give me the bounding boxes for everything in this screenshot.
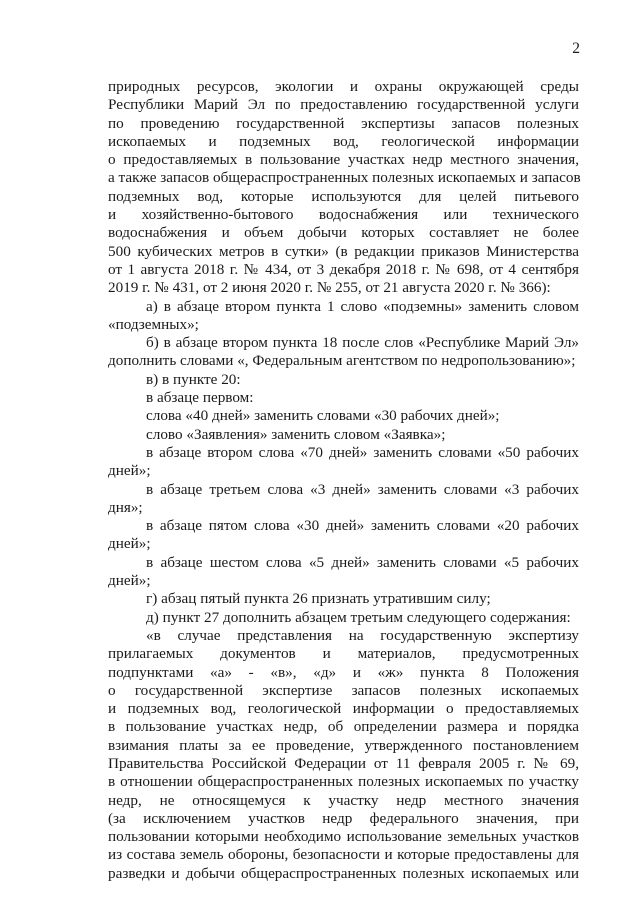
text-line: дней»;	[108, 462, 151, 480]
text-line: в пользование участках недр, об определении размера и порядка	[108, 718, 579, 736]
text-line: д) пункт 27 дополнить абзацем третьим следующего содержания:	[146, 608, 571, 626]
text-line: дополнить словами «, Федеральным агентством по недропользованию»;	[108, 352, 576, 370]
text-line: о предоставляемых в пользование участках недр местного значения,	[108, 151, 579, 169]
text-line: из состава земель обороны, безопасности и которые предоставлены для	[108, 846, 579, 864]
text-line: Республики Марий Эл по предоставлению государственной услуги	[108, 96, 579, 114]
text-line: пользовании которыми необходимо использование земельных участков	[108, 828, 579, 846]
text-line: недр, не относящемуся к участку недр местного значения	[108, 791, 579, 809]
text-line: в абзаце пятом слова «30 дней» заменить словами «20 рабочих	[146, 517, 579, 535]
text-line: слова «40 дней» заменить словами «30 рабочих дней»;	[146, 407, 500, 425]
text-line: дней»;	[108, 535, 151, 553]
text-line: в отношении общераспространенных полезных ископаемых по участку	[108, 773, 579, 791]
text-line: (за исключением участков недр федерального значения, при	[108, 809, 579, 827]
text-line: 500 кубических метров в сутки» (в редакции приказов Министерства	[108, 242, 579, 260]
page-number: 2	[572, 40, 580, 57]
text-line: в абзаце третьем слова «3 дней» заменить словами «3 рабочих	[146, 480, 579, 498]
text-line: Правительства Российской Федерации от 11 февраля 2005 г. № 69,	[108, 754, 579, 772]
text-line: дней»;	[108, 572, 151, 590]
text-line: прилагаемых документов и материалов, предусмотренных	[108, 645, 579, 663]
text-line: о государственной экспертизе запасов полезных ископаемых	[108, 681, 579, 699]
text-line: «подземных»;	[108, 315, 199, 333]
text-line: а также запасов общераспространенных полезных ископаемых и запасов	[108, 169, 581, 187]
text-line: «в случае представления на государственную экспертизу	[146, 626, 579, 644]
text-line: а) в абзаце втором пункта 1 слово «подземны» заменить словом	[146, 297, 579, 315]
text-line: подземных вод, которые используются для целей питьевого	[108, 187, 579, 205]
text-line: дня»;	[108, 498, 143, 516]
document-body	[108, 78, 579, 883]
text-line: и подземных вод, геологической информации о предоставляемых	[108, 700, 579, 718]
text-line: природных ресурсов, экологии и охраны окружающей среды	[108, 78, 579, 95]
text-line: в абзаце втором слова «70 дней» заменить словами «50 рабочих	[146, 443, 579, 461]
text-line: и хозяйственно-бытового водоснабжения или технического	[108, 206, 579, 224]
text-line: ископаемых и подземных вод, геологической информации	[108, 132, 579, 150]
text-line: подпунктами «а» - «в», «д» и «ж» пункта 8 Положения	[108, 663, 579, 681]
text-line: б) в абзаце втором пункта 18 после слов «Республике Марий Эл»	[146, 334, 579, 352]
text-line: 2019 г. № 431, от 2 июня 2020 г. № 255, от 21 августа 2020 г. № 366):	[108, 279, 551, 297]
text-line: по проведению государственной экспертизы запасов полезных	[108, 114, 579, 132]
text-line: в абзаце шестом слова «5 дней» заменить словами «5 рабочих	[146, 553, 579, 571]
text-line: водоснабжения и объем добычи которых составляет не более	[108, 224, 579, 242]
text-line: в) в пункте 20:	[146, 370, 241, 388]
text-line: взимания платы за ее проведение, утвержденного постановлением	[108, 736, 579, 754]
text-line: от 1 августа 2018 г. № 434, от 3 декабря 2018 г. № 698, от 4 сентября	[108, 260, 579, 278]
text-line: слово «Заявления» заменить словом «Заявка»;	[146, 425, 446, 443]
text-line: разведки и добычи общераспространенных полезных ископаемых или	[108, 864, 579, 882]
text-line: г) абзац пятый пункта 26 признать утратившим силу;	[146, 590, 491, 608]
text-line: в абзаце первом:	[146, 389, 254, 407]
